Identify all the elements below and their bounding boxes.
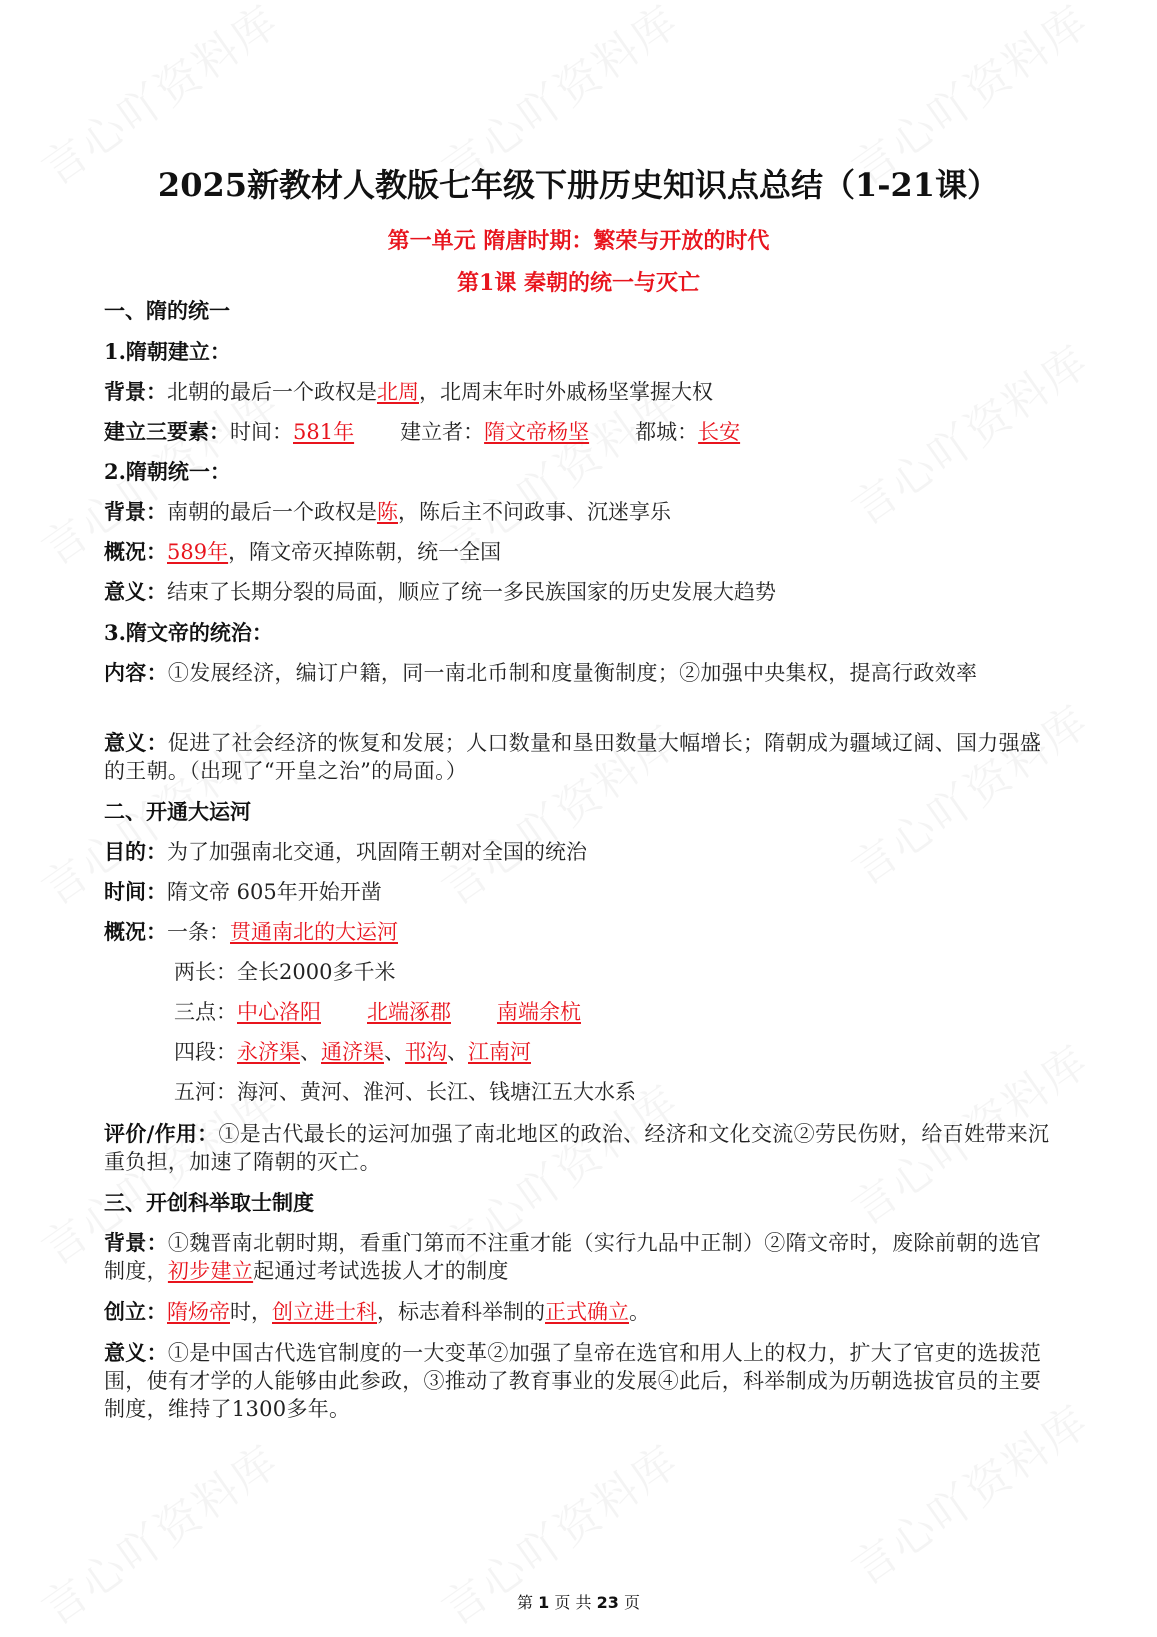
label: 目的：: [104, 839, 167, 864]
label: 建立三要素：: [104, 419, 230, 444]
text: 为了加强南北交通，巩固隋王朝对全国的统治: [167, 840, 587, 864]
key-term: 邗沟: [405, 1040, 447, 1064]
label: 时间：: [230, 420, 293, 444]
text: ①是中国古代选官制度的一大变革②加强了皇帝在选官和用人上的权力，扩大了官吏的选拔范围，使有才学的人能够由此参政，③推动了教育事业的发展④此后，科举制成为历朝选拔官员的主要制度，维持了1300多年。: [104, 1341, 1042, 1421]
label: 五河：: [174, 1080, 237, 1104]
key-term: 正式确立: [545, 1300, 629, 1324]
paragraph: [104, 659, 1059, 687]
label: 四段：: [174, 1040, 237, 1064]
key-term: 永济渠: [237, 1040, 300, 1064]
text: ，隋文帝灭掉陈朝，统一全国: [228, 540, 502, 564]
key-term: 北端涿郡: [367, 1000, 451, 1024]
paragraph: [104, 538, 501, 566]
paragraph: [104, 878, 382, 906]
key-term: 贯通南北的大运河: [230, 920, 398, 944]
paragraph: [174, 958, 395, 986]
paragraph: [104, 918, 398, 946]
key-term: 581年: [293, 420, 355, 444]
paragraph: 创立：隋炀帝时，创立进士科，标志着科举制的正式确立。: [104, 1299, 650, 1324]
paragraph: [174, 998, 581, 1026]
paragraph: [104, 1229, 1059, 1285]
key-term: 北周: [377, 380, 419, 404]
text: 促进了社会经济的恢复和发展；人口数量和垦田数量大幅增长；隋朝成为疆域辽阔、国力强盛的王朝。（出现了“开皇之治”的局面。）: [104, 731, 1042, 783]
lesson-heading: 第1课 秦朝的统一与灭亡: [457, 270, 700, 296]
key-term: 创立进士科: [272, 1300, 377, 1324]
label: 评价/作用：: [104, 1121, 219, 1146]
key-term: 隋炀帝: [167, 1300, 230, 1324]
section-heading: 一、隋的统一: [104, 298, 230, 323]
key-term: 589年: [167, 540, 229, 564]
unit-heading: 第一单元 隋唐时期：繁荣与开放的时代: [387, 228, 770, 254]
label: 内容：: [104, 660, 168, 685]
section-heading: 二、开通大运河: [104, 799, 251, 824]
subsection-heading: 3.隋文帝的统治：: [104, 620, 273, 645]
page-footer: 第 1 页 共 23 页: [517, 1593, 640, 1612]
section-heading: 三、开创科举取士制度: [104, 1190, 314, 1215]
label: 意义：: [104, 730, 168, 755]
text: ，北周末年时外戚杨坚掌握大权: [419, 380, 713, 404]
text: 北朝的最后一个政权是: [167, 380, 377, 404]
paragraph: [104, 418, 740, 446]
text: 海河、黄河、淮河、长江、钱塘江五大水系: [237, 1080, 636, 1104]
label: 建立者：: [400, 420, 485, 444]
text: 全长2000多千米: [237, 960, 396, 984]
text: ①魏晋南北朝时期，看重门第而不注重才能（实行九品中正制）②隋文帝时，废除前朝的选官制度，: [104, 1231, 1042, 1283]
subsection-heading: 2.隋朝统一：: [104, 459, 231, 484]
label: 意义：: [104, 1340, 168, 1365]
label: 都城：: [635, 420, 699, 444]
paragraph: [104, 378, 713, 406]
key-term: 初步建立: [167, 1259, 254, 1283]
key-term: 通济渠: [321, 1040, 384, 1064]
text: 隋文帝 605年开始开凿: [167, 880, 382, 904]
text: 南朝的最后一个政权是: [167, 500, 377, 524]
total-pages: 23: [596, 1593, 619, 1612]
label: 两长：: [174, 960, 237, 984]
paragraph: [104, 578, 776, 606]
label: 一条：: [167, 920, 230, 944]
label: 概况：: [104, 919, 167, 944]
label: 背景：: [104, 499, 167, 524]
paragraph: [104, 1120, 1059, 1176]
label: 背景：: [104, 1230, 168, 1255]
document-title: 2025新教材人教版七年级下册历史知识点总结（1-21课）: [157, 166, 1000, 204]
label: 背景：: [104, 379, 167, 404]
label: 概况：: [104, 539, 167, 564]
text: ①发展经济，编订户籍，同一南北币制和度量衡制度；②加强中央集权，提高行政效率: [167, 661, 978, 685]
text: 起通过考试选拔人才的制度: [253, 1259, 509, 1283]
text: ①是古代最长的运河加强了南北地区的政治、经济和文化交流②劳民伤财，给百姓带来沉重负担，加速了隋朝的灭亡。: [104, 1122, 1050, 1174]
key-term: 南端余杭: [497, 1000, 581, 1024]
paragraph: [104, 1339, 1059, 1423]
paragraph: 四段：永济渠、通济渠、邗沟、江南河: [174, 1040, 531, 1064]
current-page: 1: [538, 1593, 550, 1612]
label: 意义：: [104, 579, 167, 604]
subsection-heading: 1.隋朝建立：: [104, 339, 231, 364]
label: 三点：: [174, 1000, 237, 1024]
label: 时间：: [104, 879, 167, 904]
key-term: 长安: [698, 420, 741, 444]
paragraph: [104, 838, 587, 866]
label: 创立：: [104, 1299, 167, 1324]
key-term: 江南河: [468, 1040, 531, 1064]
paragraph: [174, 1078, 636, 1106]
key-term: 陈: [377, 500, 398, 524]
paragraph: [104, 498, 671, 526]
key-term: 隋文帝杨坚: [484, 420, 590, 444]
text: ，陈后主不问政事、沉迷享乐: [398, 500, 671, 524]
text: 结束了长期分裂的局面，顺应了统一多民族国家的历史发展大趋势: [167, 580, 776, 604]
paragraph: [104, 729, 1059, 785]
key-term: 中心洛阳: [237, 1000, 321, 1024]
